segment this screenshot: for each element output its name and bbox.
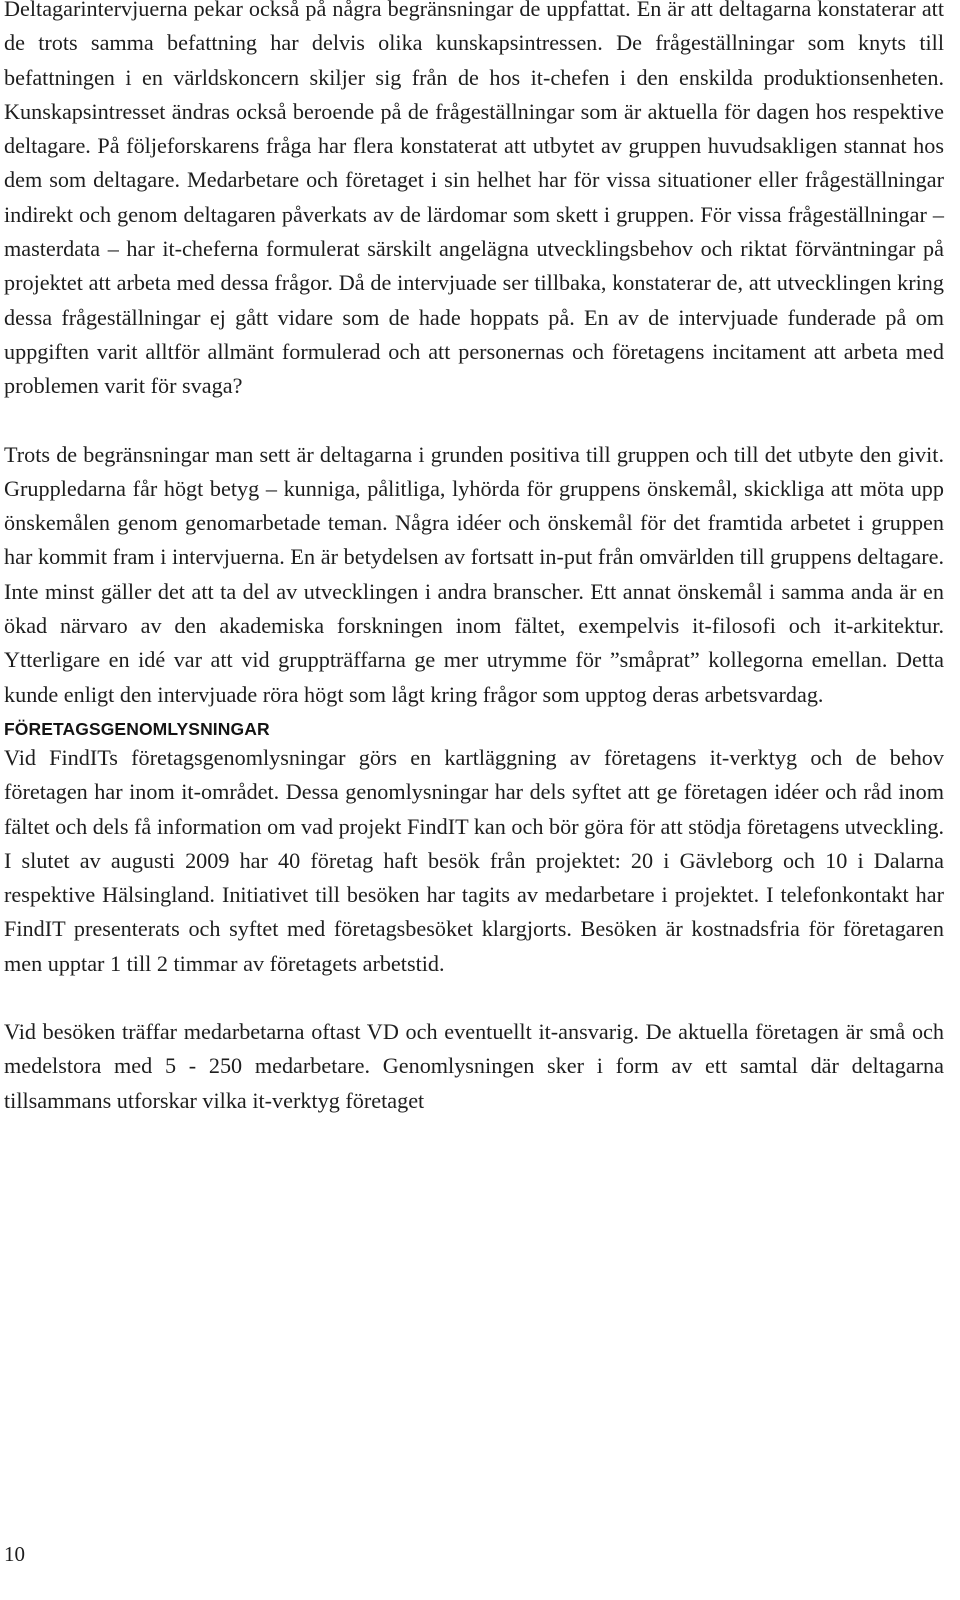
page-number: 10 [4,1542,25,1566]
section-heading: FÖRETAGSGENOMLYSNINGAR [4,718,270,739]
body-paragraph-interview-limitations: Deltagarintervjuerna pekar också på några begränsningar de uppfattat. En är att deltagarna konstaterar att de trots samma befattning har delvis olika kunskapsintressen. De frågeställningar som knyts till befattningen i en världskoncern skiljer sig från de hos it-chefen i den enskilda produktionsenheten. Kunskapsintresset ändras också beroende på de frågeställningar som är aktuella för dagen hos respektive deltagare. På följeforskarens fråga har flera konstaterat att utbytet av gruppen huvudsakligen stannat hos dem som deltagare. Medarbetare och företaget i sin helhet har för vissa situationer eller frågeställningar indirekt och genom deltagaren påverkats av de lärdomar som skett i gruppen. För vissa frågeställningar – masterdata – har it-cheferna formulerat särskilt angelägna utvecklingsbehov och riktat förväntningar på projektet att arbeta med dessa frågor. Då de intervjuade ser tillbaka, konstaterar de, att utvecklingen kring dessa frågeställningar ej gått vidare som de hade hoppats på. En av de intervjuade funderade på om uppgiften varit alltför allmänt formulerad och att personernas och företagens incitament att arbeta med problemen varit för svaga? [4,0,944,399]
body-paragraph-positive-outcomes: Trots de begränsningar man sett är deltagarna i grunden positiva till gruppen och till det utbyte den givit. Gruppledarna får högt betyg – kunniga, pålitliga, lyhörda för gruppens önskemål, skickliga att möta upp önskemålen genom genomarbetade teman. Några idéer och önskemål för det framtida arbetet i gruppen har kommit fram i intervjuerna. En är betydelsen av fortsatt in-put från omvärlden till gruppens deltagare. Inte minst gäller det att ta del av utvecklingen i andra branscher. Ett annat önskemål i samma anda är en ökad närvaro av den akademiska forskningen inom fältet, exempelvis it-filosofi och it-arkitektur. Ytterligare en idé var att vid gruppträffarna ge mer utrymme för ”småprat” kollegorna emellan. Detta kunde enligt den intervjuade röra högt som lågt kring frågor som upptog deras arbetsvardag. [4,441,944,707]
body-paragraph-visit-details: Vid besöken träffar medarbetarna oftast VD och eventuellt it-ansvarig. De aktuella företagen är små och medelstora med 5 - 250 medarbetare. Genomlysningen sker i form av ett samtal där deltagarna tillsammans utforskar vilka it-verktyg företaget [4,1019,944,1113]
body-paragraph-company-reviews: Vid FindITs företagsgenomlysningar görs en kartläggning av företagens it-verktyg och de behov företagen har inom it-området. Dessa genomlysningar har dels syftet att ge företagen idéer och råd inom fältet och dels få information om vad projekt FindIT kan och bör göra för att stödja företagens utveckling. I slutet av augusti 2009 har 40 företag haft besök från projektet: 20 i Gävleborg och 10 i Dalarna respektive Hälsingland. Initiativet till besöken har tagits av medarbetare i projektet. I telefonkontakt har FindIT presenterats och syftet med företagsbesöket klargjorts. Besöken är kostnadsfria för företagaren men upptar 1 till 2 timmar av företagets arbetstid. [4,744,944,976]
